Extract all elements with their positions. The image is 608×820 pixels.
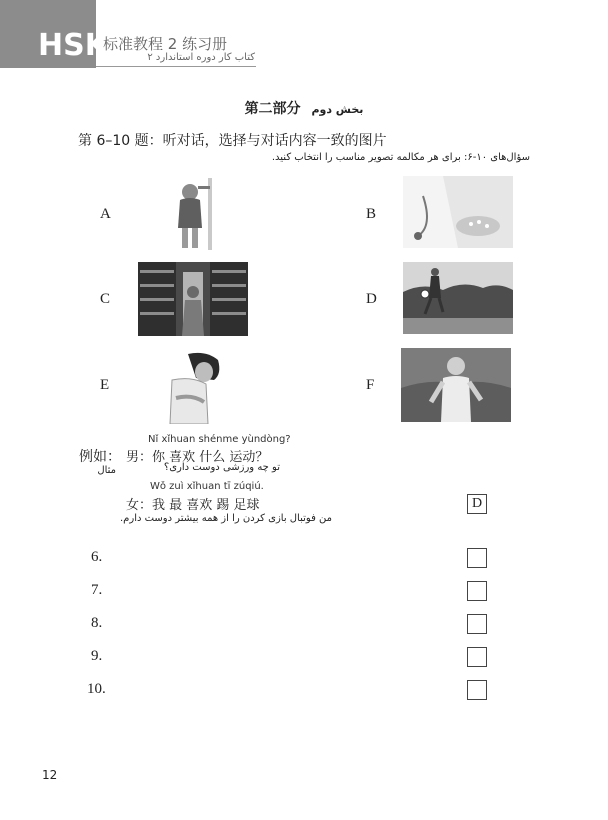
part-title [0, 98, 608, 118]
book-subtitle: کتاب کار دوره استاندارد ۲ [147, 52, 255, 63]
book-title: 标准教程 2 练习册 [103, 35, 228, 53]
part-title-fa: بخش دوم [311, 103, 364, 116]
example-label-fa: مثال [97, 465, 116, 476]
answer-box-10[interactable] [467, 680, 487, 700]
picture-f [401, 348, 511, 422]
part-title-cn: 第二部分 [244, 101, 301, 117]
example-man-pinyin: Nǐ xǐhuan shénme yùndòng? [148, 434, 291, 445]
answer-box-7[interactable] [467, 581, 487, 601]
girl-measuring-height-image [168, 178, 222, 250]
example-woman-cn: 女：我 最 喜欢 踢 足球 [126, 498, 260, 513]
example-woman-pinyin: Wǒ zuì xǐhuan tī zúqiú. [150, 481, 264, 492]
question-number: 6. [91, 549, 103, 565]
example-man-cn: 男：你 喜欢 什么 运动？ [126, 450, 269, 465]
question-number: 8. [91, 615, 103, 631]
option-letter-c: C [100, 291, 111, 307]
answer-box-6[interactable] [467, 548, 487, 568]
option-letter-b: B [366, 206, 377, 222]
man-playing-football-image [403, 262, 513, 334]
picture-b [403, 176, 513, 248]
question-number: 9. [91, 648, 103, 664]
picture-d [403, 262, 513, 334]
question-number: 7. [91, 582, 103, 598]
option-letter-f: F [366, 377, 375, 393]
old-man-running-image [401, 348, 511, 422]
example-label-cn: 例如： [79, 449, 121, 465]
question-number: 10. [87, 681, 106, 697]
example-answer-box: D [467, 494, 487, 514]
instruction-fa: سؤال‌های ۱۰-۶: برای هر مکالمه تصویر مناسب را انتخاب کنید. [271, 152, 530, 163]
option-letter-a: A [100, 206, 111, 222]
option-letter-e: E [100, 377, 110, 393]
option-letter-d: D [366, 291, 377, 307]
example-man-fa: تو چه ورزشی دوست داری؟ [163, 462, 280, 473]
doctor-giving-pills-image [403, 176, 513, 248]
picture-c [138, 262, 248, 336]
answer-box-8[interactable] [467, 614, 487, 634]
header-divider [96, 66, 256, 67]
page-number: 12 [42, 768, 58, 782]
woman-stomach-ache-image [162, 350, 224, 424]
example-woman-fa: من فوتبال بازی کردن را از همه بیشتر دوست دارم. [120, 513, 332, 524]
woman-in-library-image [138, 262, 248, 336]
picture-a [168, 178, 222, 250]
picture-e [162, 350, 224, 424]
hsk-logo: HSK [38, 28, 108, 63]
answer-box-9[interactable] [467, 647, 487, 667]
instruction-cn: 第 6–10 题：听对话，选择与对话内容一致的图片 [78, 133, 387, 149]
